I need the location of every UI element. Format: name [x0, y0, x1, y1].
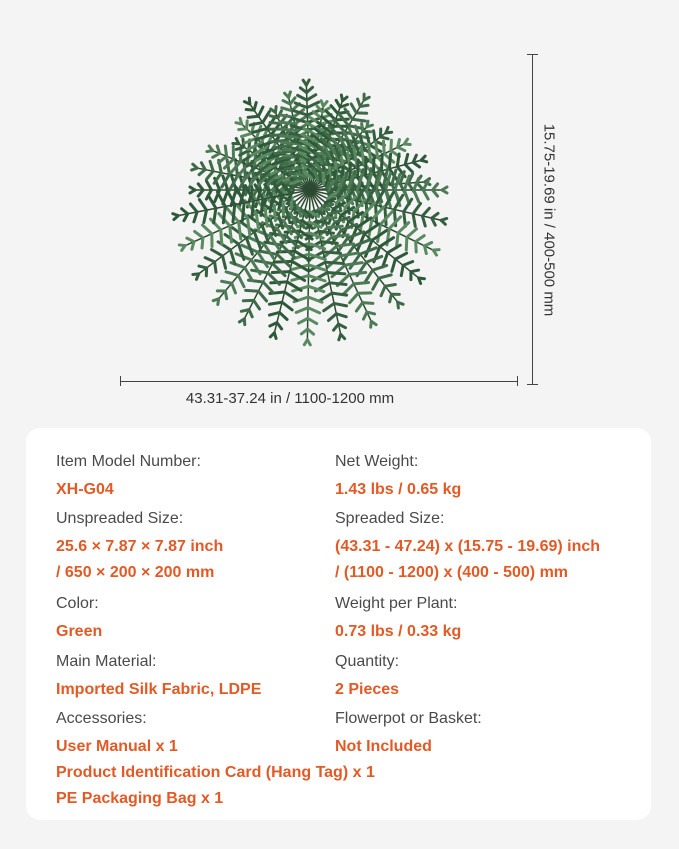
spec-label: Color:	[56, 595, 99, 612]
spec-spreaded-size	[335, 509, 600, 586]
spec-label: Net Weight:	[335, 453, 419, 470]
spec-value-line1: 25.6 × 7.87 × 7.87 inch	[56, 538, 224, 555]
height-dimension-cap-top	[527, 54, 538, 55]
spec-main-material	[56, 652, 261, 703]
width-dimension-cap-right	[517, 376, 518, 386]
width-dimension-cap-left	[120, 376, 121, 386]
spec-value: Imported Silk Fabric, LDPE	[56, 681, 262, 698]
spec-quantity	[335, 652, 399, 703]
spec-label: Weight per Plant:	[335, 595, 458, 612]
spec-value-line2: / (1100 - 1200) x (400 - 500) mm	[335, 564, 569, 581]
spec-value: Green	[56, 623, 103, 640]
spec-accessories	[56, 709, 375, 812]
spec-label: Flowerpot or Basket:	[335, 710, 482, 727]
width-dimension-label: 43.31-37.24 in / 1100-1200 mm	[185, 390, 395, 407]
spec-value: Not Included	[335, 738, 432, 755]
spec-value: XH-G04	[56, 481, 114, 498]
spec-color	[56, 594, 102, 645]
spec-unspreaded-size	[56, 509, 223, 586]
spec-value: 2 Pieces	[335, 681, 400, 698]
height-dimension-text: 15.75-19.69 in / 400-500 mm	[540, 123, 558, 317]
spec-label: Item Model Number:	[56, 453, 201, 470]
width-dimension-line	[120, 381, 518, 382]
accessory-item: PE Packaging Bag x 1	[56, 790, 224, 807]
height-dimension-line	[532, 54, 533, 385]
spec-value: 0.73 lbs / 0.33 kg	[335, 623, 462, 640]
accessory-item: Product Identification Card (Hang Tag) x 1	[56, 764, 375, 781]
spec-net-weight	[335, 452, 461, 503]
height-dimension-cap-bottom	[527, 384, 538, 385]
spec-label: Accessories:	[56, 710, 147, 727]
spec-label: Unspreaded Size:	[56, 510, 184, 527]
spec-label: Main Material:	[56, 653, 157, 670]
spec-weight-per-plant	[335, 594, 461, 645]
spec-value-line1: (43.31 - 47.24) x (15.75 - 19.69) inch	[335, 538, 601, 555]
fern-plant-image	[110, 55, 510, 385]
spec-model	[56, 452, 201, 503]
spec-label: Quantity:	[335, 653, 400, 670]
spec-value-line2: / 650 × 200 × 200 mm	[56, 564, 215, 581]
spec-flowerpot	[335, 709, 482, 760]
spec-label: Spreaded Size:	[335, 510, 445, 527]
accessory-item: User Manual x 1	[56, 738, 178, 755]
spec-value: 1.43 lbs / 0.65 kg	[335, 481, 462, 498]
spec-card	[26, 428, 651, 820]
